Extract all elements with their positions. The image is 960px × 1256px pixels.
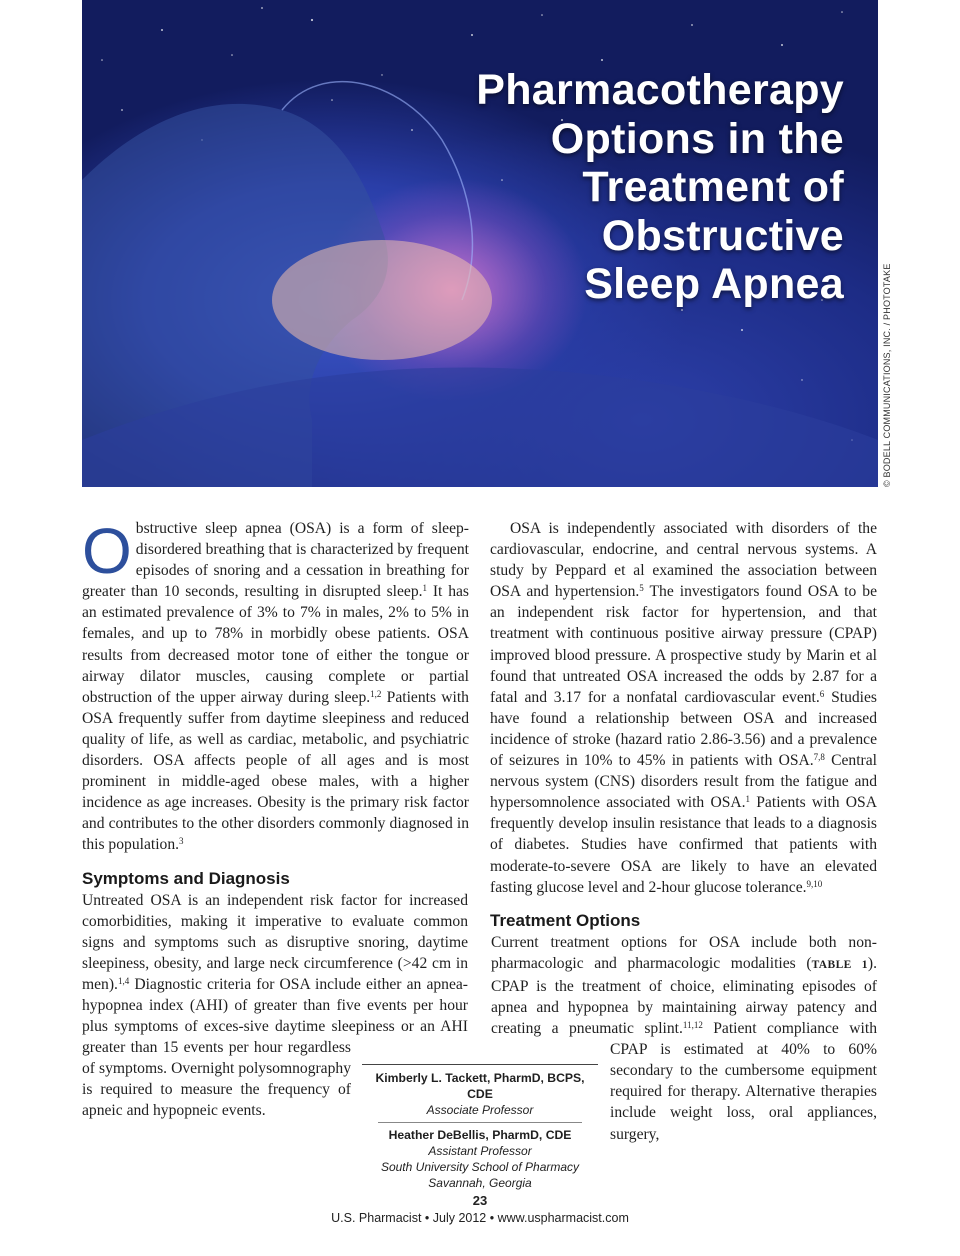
citation: 1,4 <box>117 975 130 986</box>
citation: 1,2 <box>370 688 382 699</box>
author-box <box>362 1064 598 1191</box>
citation: 7,8 <box>813 752 825 763</box>
page-number: 23 <box>472 1193 488 1208</box>
text-run: Diagnostic criteria for OSA include either an apnea-hypopnea index (AHI) of greater than five events per hour plus symptoms of exces-sive daytime sleepiness or an AHI greater than 15 events per hour regardless of symptoms. Overnight polysomnography is required to measure the frequency of apneic and hypopneic events. <box>82 975 468 1120</box>
citation: 5 <box>639 583 644 594</box>
text-run: Patient compliance with CPAP is estimated at 40% to 60% secondary to the cumbersome equipment required for therapy. Alternative therapies include weight loss, oral appliances, surgery, <box>610 1020 877 1143</box>
citation: 11,12 <box>682 1020 703 1031</box>
heading-treatment: Treatment Options <box>490 910 641 930</box>
author-school: South University School of Pharmacy <box>380 1160 580 1174</box>
citation: 3 <box>179 836 184 847</box>
article-title: Pharmacotherapy Options in the Treatment of Obstructive Sleep Apnea <box>476 66 844 308</box>
association-paragraph <box>490 518 877 898</box>
ear-shape <box>272 240 492 360</box>
hero-illustration <box>82 0 878 487</box>
citation: 1 <box>422 583 428 594</box>
text-run: bstructive sleep apnea (OSA) is a form of sleep-disordered breathing that is characterized by frequent episodes of snoring and a cessation in breathing for greater than 10 seconds, resulting in disrupted sleep. <box>82 520 469 601</box>
text-run: It has an estimated prevalence of 3% to 7% in males, 2% to 5% in females, and up to 78% in morbidly obese patients. OSA results from decreased motor tone of either the tongue or airway dilator muscles, causing complete or partial obstruction of the upper airway during sleep. <box>82 583 469 706</box>
text-run: OSA is independently associated with disorders of the cardiovascular, endocrine, and central nervous systems. A study by Peppard et al examined the association between OSA and hypertension. <box>490 520 877 601</box>
author-title: Associate Professor <box>426 1103 534 1117</box>
text-run: Current treatment options for OSA include both non-pharmacologic and pharmacologic modalities ( <box>491 933 877 972</box>
text-run: Untreated OSA is an independent risk factor for increased comorbidities, making it imperative to evaluate common signs and symptoms such as disruptive snoring, daytime sleepiness, obesity, and large neck circumference (>42 cm in men). <box>82 891 468 993</box>
heading-symptoms: Symptoms and Diagnosis <box>82 868 290 888</box>
author-divider <box>378 1122 582 1123</box>
text-run: The investigators found OSA to be an independent risk factor for hypertension, and that treatment with continuous positive airway pressure (CPAP) improved blood pressure. A prospective study by Marin et al found that untreated OSA increased the odds by 2.87 for a fatal and 3.17 for a nonfatal cardiovascular event. <box>490 583 877 706</box>
intro-paragraph <box>82 515 469 856</box>
text-run: Patients with OSA frequently suffer from daytime sleepiness and reduced quality of life, as well as cardiac, metabolic, and psychiatric disorders. OSA affects people of all ages and is most prominent in middle-aged obese males, with a higher incidence as age increases. Obesity is the primary risk factor and contributes to the other disorders commonly diagnosed in this population. <box>82 688 469 854</box>
author-name: Heather DeBellis, PharmD, CDE <box>388 1128 572 1142</box>
text-run: Studies have found a relationship between OSA and increased incidence of stroke (hazard ratio 2.86-3.56) and a prevalence of seizures in 10% to 45% in patients with OSA. <box>490 688 877 770</box>
author-location: Savannah, Georgia <box>428 1176 532 1190</box>
publication-line: U.S. Pharmacist • July 2012 • www.uspharmacist.com <box>331 1211 629 1225</box>
author-name: Kimberly L. Tackett, PharmD, BCPS, CDE <box>375 1071 585 1101</box>
table-reference[interactable]: TABLE 1 <box>811 958 868 971</box>
wrap-spacer <box>468 890 469 1051</box>
citation: 9,10 <box>806 878 823 889</box>
text-run: Central nervous system (CNS) disorders result from the fatigue and hypersomnolence associated with OSA. <box>490 752 877 812</box>
citation: 1 <box>745 794 751 805</box>
text-run: Patients with OSA frequently develop insulin resistance that leads to a diagnosis of diabetes. Studies have confirmed that patients with moderate-to-severe OSA are likely to have an elevated fasting glucose level and 2-hour glucose tolerance. <box>490 794 877 896</box>
text-run: ). CPAP is the treatment of choice, eliminating episodes of apnea and hypopnea by maintaining airway patency and creating a pneumatic splint. <box>491 954 877 1038</box>
drop-cap: O <box>82 515 132 587</box>
photo-credit: © BODELL COMMUNICATIONS, INC. / PHOTOTAKE <box>882 263 892 487</box>
author-title: Assistant Professor <box>428 1144 532 1158</box>
citation: 6 <box>819 688 825 699</box>
